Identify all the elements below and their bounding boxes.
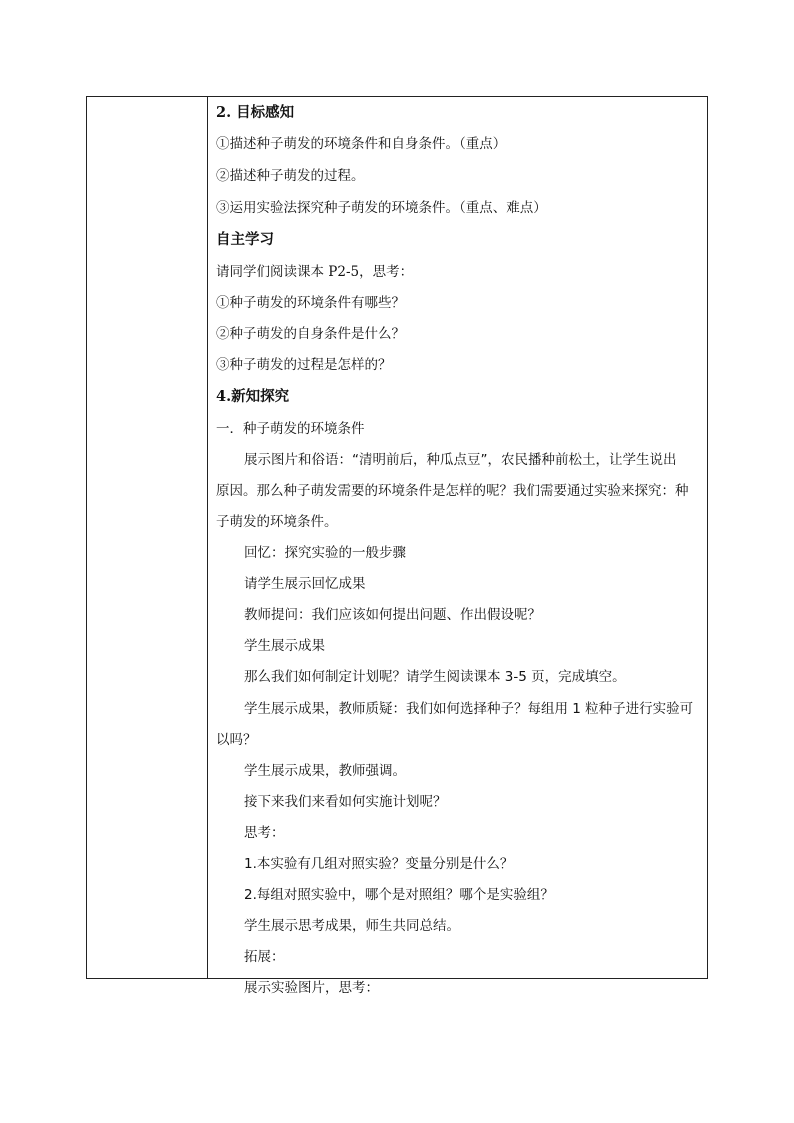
paragraph-line: 子萌发的环境条件。 [216,514,338,530]
paragraph-line: 学生展示成果，教师质疑：我们如何选择种子？每组用 1 粒种子进行实验可 [244,701,694,717]
section-environment-conditions: 一．种子萌发的环境条件 [216,421,365,437]
content-cell [208,97,707,996]
paragraph-line: 2.每组对照实验中，哪个是对照组？哪个是实验组？ [244,887,554,903]
paragraph-line: 展示图片和俗语：“清明前后，种瓜点豆”，农民播种前松土，让学生说出 [244,452,677,468]
paragraph-line: 接下来我们来看如何实施计划呢？ [244,794,447,810]
goal-item-1: ①描述种子萌发的环境条件和自身条件。（重点） [216,136,507,152]
paragraph-line: 拓展： [244,949,285,965]
self-study-question-3: ③种子萌发的过程是怎样的？ [216,357,392,373]
paragraph-line: 原因。那么种子萌发需要的环境条件是怎样的呢？我们需要通过实验来探究：种 [216,483,689,499]
self-study-question-1: ①种子萌发的环境条件有哪些？ [216,295,405,311]
goal-item-3: ③运用实验法探究种子萌发的环境条件。（重点、难点） [216,200,547,216]
paragraph-line: 学生展示成果，教师强调。 [244,763,406,779]
paragraph-line: 展示实验图片，思考： [244,980,379,996]
heading-new-knowledge: 4.新知探究 [216,388,290,405]
paragraph-line: 学生展示思考成果，师生共同总结。 [244,918,460,934]
paragraph-line: 请学生展示回忆成果 [244,576,366,592]
paragraph-line: 教师提问：我们应该如何提出问题、作出假设呢？ [244,607,541,623]
heading-self-study: 自主学习 [216,231,274,248]
paragraph-line: 学生展示成果 [244,638,325,654]
self-study-instruction: 请同学们阅读课本 P2-5，思考： [216,264,414,280]
goal-item-2: ②描述种子萌发的过程。 [216,168,365,184]
paragraph-line: 思考： [244,825,285,841]
paragraph-line: 1.本实验有几组对照实验？变量分别是什么？ [244,856,514,872]
paragraph-line: 以吗？ [216,732,257,748]
lesson-table [86,96,708,996]
self-study-question-2: ②种子萌发的自身条件是什么？ [216,326,405,342]
paragraph-line: 那么我们如何制定计划呢？请学生阅读课本 3-5 页，完成填空。 [244,669,626,685]
heading-goal-perception: 2. 目标感知 [216,104,295,121]
paragraph-line: 回忆：探究实验的一般步骤 [244,545,406,561]
